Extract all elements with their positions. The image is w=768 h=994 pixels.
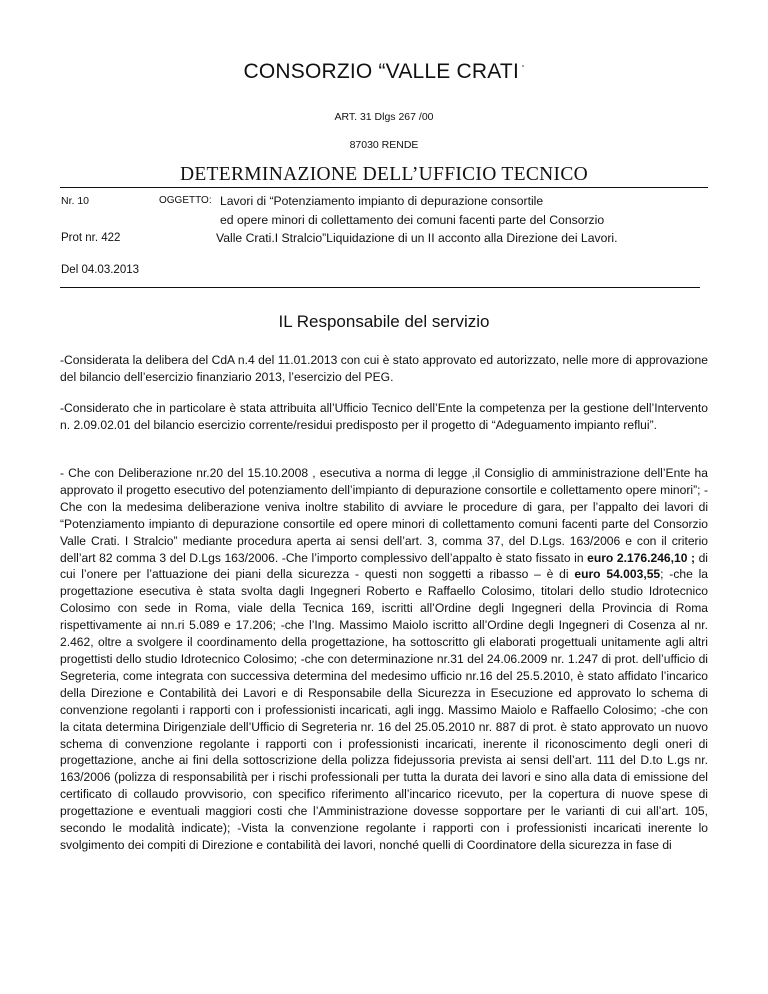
section-heading: IL Responsabile del servizio: [278, 312, 490, 331]
premises-text-c: ; -che la progettazione esecutiva è stata svolta dagli Ingegneri Roberto e Raffaello Colosimo, titolari dello studio Idrotecnico Colosimo con sede in Roma, viale della Tecnica 169, iscritti all’Ordine degli Ingegneri della Provincia di Roma rispettivamente ai nn.ri 5.089 e 17.206; -che l’Ing. Massimo Maiolo iscritto all’Ordine degli Ingegneri di Cosenza al nr. 2.462, oltre a svolgere il coordinamento della progettazione, ha sottoscritto gli elaborati progettuali unitamente agli altri progettisti dello studio Idrotecnico Colosimo; -che con determinazione nr.31 del 24.06.2009 nr. 1.247 di prot. dell’ufficio di Segreteria, come integrata con successiva determina del medesimo ufficio nr.16 del 25.5.2010, è stato affidato l’incarico della Direzione e Contabilità dei Lavori e di Responsabile della Sicurezza in Esecuzione ed approvato lo schema di convenzione regolanti i rapporti con i professionisti incaricati, agli ingg. Massimo Maiolo e Raffaello Colosimo; -che con la citata determina Dirigenziale dell’Ufficio di Segreteria nr. 16 del 25.05.2010 nr. 887 di prot. è stato approvato un nuovo schema di convenzione regolante i rapporti con i professionisti incaricati, inerente il riconoscimento degli oneri di progettazione, anche ai fini della sottoscrizione della polizza fidejussoria prevista ai sensi dell’art. 111 del D.to L.gs nr. 163/2006 (polizza di responsabilità per i rischi professionali per tutta la durata dei lavori e sino alla data di emissione del certificato di collaudo provvisorio, con specifico riferimento all’incarico ricevuto, per la copertura di nuove spese di progettazione e eventuali maggiori costi che l’Amministrazione dovesse sopportare per le varianti di cui all’art. 105, secondo le modalità indicate); -Vista la convenzione regolante i rapporti con i professionisti incaricati inerente lo svolgimento dei compiti di Direzione e contabilità dei lavori, nonché quelli di Coordinatore della sicurezza in fase di: [60, 567, 709, 852]
oggetto-line-3: Valle Crati.I Stralcio”Liquidazione di un II acconto alla Direzione dei Lavori.: [216, 231, 618, 245]
city-line: 87030 RENDE: [349, 139, 419, 151]
total-amount: euro 2.176.246,10 ;: [587, 550, 696, 565]
determination-title: DETERMINAZIONE DELL’UFFICIO TECNICO: [179, 164, 589, 185]
safety-amount: euro 54.003,55: [574, 567, 661, 582]
paragraph-premises: [60, 465, 708, 854]
consortium-title: CONSORZIO “VALLE CRATI “: [243, 60, 525, 83]
premises-text-a: - Che con Deliberazione nr.20 del 15.10.2008 , esecutiva a norma di legge ,il Consiglio di amministrazione dell’Ente ha approvato il progetto esecutivo del potenziamento dell’impianto di depurazione consortile e collettamento opere minori”; -Che con la medesima deliberazione veniva inoltre stabilito di avviare le procedure di gara, per l’appalto dei lavori di “Potenziamento impianto di depurazione consortile ed opere minori di collettamento comuni facenti parte del Consorzio Valle Crati. I Stralcio” mediante procedura aperta ai sensi dell’art. 3, comma 37, del D.Lgs. 163/2006 e con il criterio dell’art 82 comma 3 del D.Lgs 163/2006. -Che l’importo complessivo dell’appalto è stato fissato in: [60, 466, 708, 565]
premises-text-b: di cui l’onere per l’attuazione dei piani della sicurezza - questi non soggetti a ribasso – è di: [60, 550, 708, 582]
oggetto-line-1: Lavori di “Potenziamento impianto di depurazione consortile: [220, 194, 544, 208]
determination-number: Nr. 10: [61, 195, 90, 207]
oggetto-line-2: ed opere minori di collettamento dei comuni facenti parte del Consorzio: [220, 213, 605, 227]
bottom-divider: [60, 287, 700, 288]
law-reference: ART. 31 Dlgs 267 /00: [334, 111, 434, 123]
paragraph-cda: -Considerata la delibera del CdA n.4 del 11.01.2013 con cui è stato approvato ed autorizzato, nelle more di approvazione del bilancio dell’esercizio finanziario 2013, l’esercizio del PEG.: [60, 353, 708, 384]
top-divider: [60, 187, 708, 188]
determination-date: Del 04.03.2013: [61, 264, 140, 276]
oggetto-label: OGGETTO:: [159, 195, 212, 206]
title-superscript: “: [521, 65, 525, 72]
paragraph-ufficio: -Considerato che in particolare è stata attribuita all’Ufficio Tecnico dell’Ente la competenza per la gestione dell’Intervento n. 2.09.02.01 del bilancio esercizio corrente/residui predisposto per il progetto di “Adeguamento impianto reflui”.: [60, 401, 708, 432]
protocol-number: Prot nr. 422: [61, 232, 121, 244]
